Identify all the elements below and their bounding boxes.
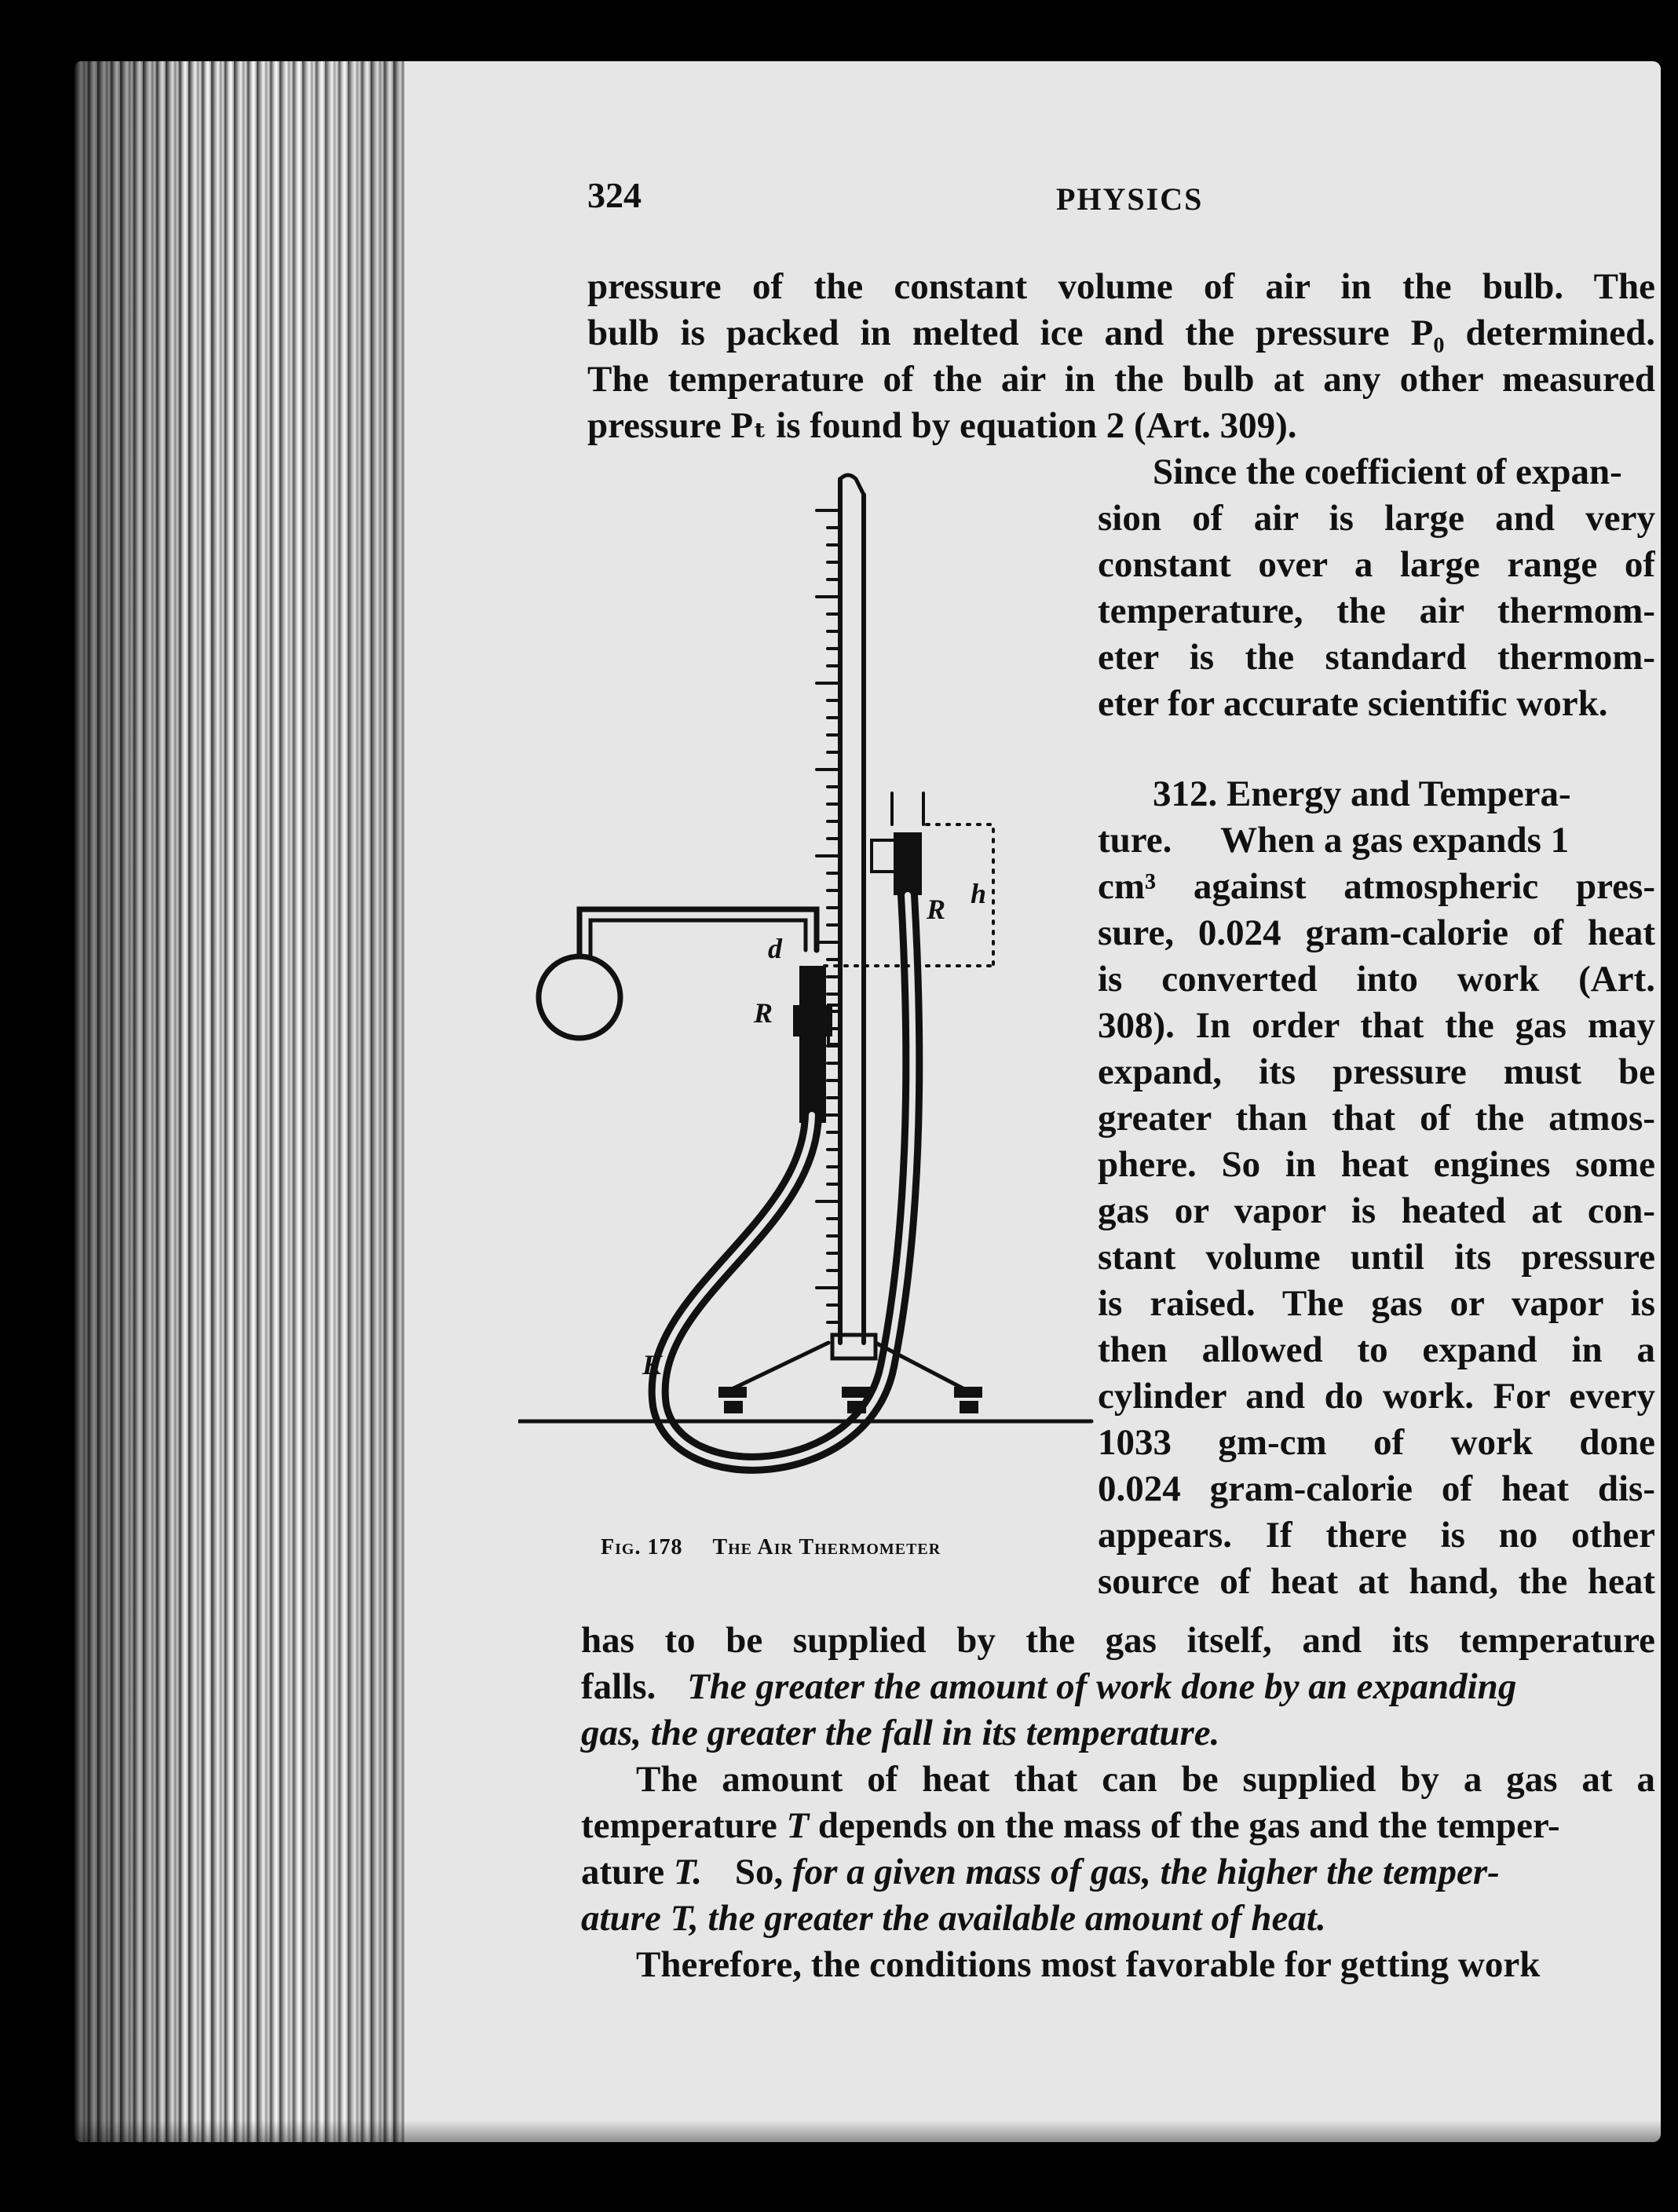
section-line-3: sure, 0.024 gram-calorie of heat — [1098, 912, 1655, 953]
section-line-2: cm³ against atmospheric pres- — [1098, 866, 1655, 907]
section-text-0: When a gas expands 1 — [1220, 820, 1570, 861]
label-R-lower: R — [754, 997, 773, 1029]
side-p1-line-5: eter is the standard thermom- — [1098, 637, 1655, 678]
page-shadow — [75, 2120, 1661, 2144]
section-line-11: is raised. The gas or vapor is — [1098, 1283, 1655, 1324]
running-head: PHYSICS — [1056, 181, 1204, 217]
body-line-2 — [581, 1664, 1516, 1710]
section-line-9: gas or vapor is heated at con- — [1098, 1190, 1655, 1231]
side-p1-line-4: temperature, the air thermom- — [1098, 590, 1655, 631]
label-R-upper: R — [927, 894, 946, 925]
side-p1-line-3: constant over a large range of — [1098, 544, 1655, 585]
body-line-8: Therefore, the conditions most favorable for getting work — [636, 1944, 1541, 1985]
intro-line-1: pressure of the constant volume of air in the bulb. The — [587, 266, 1655, 307]
body-line-5-a: temperature — [581, 1805, 777, 1846]
section-number: 312. — [1153, 773, 1218, 814]
body-line-6-var: T. — [673, 1852, 703, 1892]
side-p1-line-1: Since the coefficient of expan- — [1153, 452, 1622, 492]
body-line-6-a: ature — [581, 1852, 665, 1892]
body-line-3-italic: gas, the greater the fall in its temperature. — [581, 1713, 1220, 1753]
body-line-3 — [581, 1710, 1219, 1757]
body-line-6-b: So, — [734, 1852, 784, 1892]
body-line-5 — [581, 1803, 1560, 1849]
intro-line-4: pressure Pₜ is found by equation 2 (Art. 309). — [587, 405, 1297, 446]
body-line-2-italic: The greater the amount of work done by an expanding — [687, 1666, 1517, 1707]
side-p1-line-2: sion of air is large and very — [1098, 498, 1655, 539]
section-line-15: 0.024 gram-calorie of heat dis- — [1098, 1468, 1655, 1509]
air-thermometer-figure — [518, 463, 1099, 1531]
section-heading — [1153, 771, 1571, 817]
body-line-4: The amount of heat that can be supplied by a gas at a — [636, 1759, 1655, 1800]
side-p1-line-6: eter for accurate scientific work. — [1098, 683, 1608, 724]
rubber-hose — [659, 895, 913, 1464]
body-line-6-italic: for a given mass of gas, the higher the temper- — [791, 1852, 1500, 1892]
body-line-5-var: T — [786, 1805, 810, 1846]
label-K: K — [642, 1349, 662, 1380]
section-line-5: 308). In order that the gas may — [1098, 1005, 1655, 1046]
section-line-17: source of heat at hand, the heat — [1098, 1561, 1655, 1602]
scale-ticks — [817, 510, 840, 1322]
section-line-10: stant volume until its pressure — [1098, 1237, 1655, 1278]
section-line-13: cylinder and do work. For every — [1098, 1376, 1655, 1417]
section-line-8: phere. So in heat engines some — [1098, 1144, 1655, 1185]
figure-title: The Air Thermometer — [712, 1535, 941, 1559]
section-title-2: ture. — [1098, 820, 1172, 861]
body-line-6 — [581, 1849, 1500, 1896]
air-bulb — [539, 956, 620, 1038]
section-line-1 — [1098, 817, 1569, 864]
figure-number: Fig. 178 — [601, 1535, 683, 1559]
body-line-7-italic: ature T, the greater the available amount of heat. — [581, 1898, 1326, 1939]
body-line-5-b: depends on the mass of the gas and the temper- — [817, 1805, 1560, 1846]
section-line-14: 1033 gm-cm of work done — [1098, 1422, 1655, 1463]
section-line-12: then allowed to expand in a — [1098, 1329, 1655, 1370]
section-title-1: Energy and Tempera- — [1227, 773, 1571, 814]
figure-caption — [601, 1535, 941, 1560]
intro-line-3: The temperature of the air in the bulb at any other measured — [587, 359, 1655, 400]
page-number: 324 — [587, 175, 642, 215]
section-line-6: expand, its pressure must be — [1098, 1051, 1655, 1092]
label-d: d — [768, 933, 782, 964]
book-page-edges — [75, 61, 404, 2142]
section-line-4: is converted into work (Art. — [1098, 959, 1655, 1000]
section-line-7: greater than that of the atmos- — [1098, 1098, 1655, 1139]
label-h: h — [971, 878, 987, 909]
body-line-1: has to be supplied by the gas itself, and its temperature — [581, 1620, 1655, 1661]
body-line-7 — [581, 1896, 1326, 1942]
section-line-16: appears. If there is no other — [1098, 1515, 1655, 1556]
left-rubber-connector — [799, 966, 826, 1123]
intro-line-2: bulb is packed in melted ice and the pressure P₀ determined. — [587, 313, 1655, 353]
body-line-2-plain: falls. — [581, 1666, 656, 1707]
